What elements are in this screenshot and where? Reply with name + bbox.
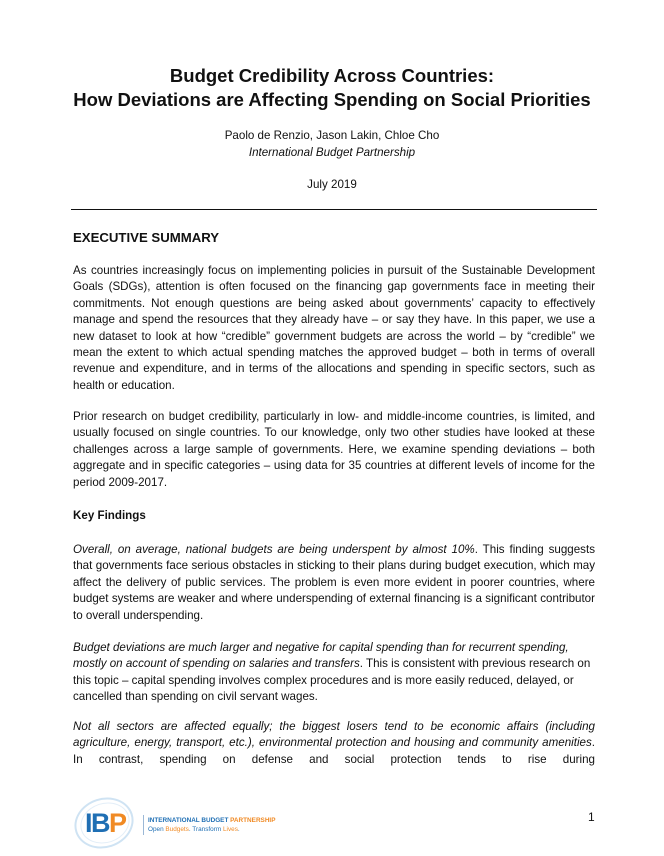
executive-summary-heading: EXECUTIVE SUMMARY [73,230,220,245]
logo-organization-name: INTERNATIONAL BUDGET PARTNERSHIP [148,817,276,824]
affiliation: International Budget Partnership [248,146,416,159]
horizontal-divider [71,209,597,210]
finding-paragraph-3 [73,719,595,768]
summary-paragraph-1: As countries increasingly focus on implementing policies in pursuit of the Sustainable Development Goals (SDGs), attention is often focused on the financing gap governments face in meeting their commitments. Not enough questions are being asked about governments’ capacity to effectively manage and spend the resources that they already have – or say they have. In this paper, we use a new dataset to look at how “credible” government budgets are across the world – by “credible” we mean the extent to which actual spending matches the approved budget – both in terms of overall revenue and expenditure, and in terms of the allocations and spending in specific sectors, such as health or education. [73,264,595,392]
finding-1-emphasis: Overall, on average, national budgets are being underspent by almost 10% [73,543,475,556]
key-findings-heading: Key Findings [73,509,146,522]
document-title-line2: How Deviations are Affecting Spending on Social Priorities [73,89,591,110]
publication-date: July 2019 [307,178,357,191]
document-title-line1: Budget Credibility Across Countries: [169,65,495,86]
finding-2-emphasis: Budget deviations are much larger and negative for capital spending than for recurrent spending, mostly on account of spending on salaries and transfers [73,641,569,671]
finding-3-emphasis: Not all sectors are affected equally; the biggest losers tend to be economic affairs (including agriculture, energy, transport, etc.), environmental protection and housing and community amenities [73,720,595,750]
logo-divider [143,815,144,835]
ibp-logo [70,795,290,850]
finding-2-text: . This is consistent with previous research on this topic – capital spending involves complex procedures and is more easily reduced, delayed, or cancelled than spending on civil servant wages. [73,657,591,704]
summary-paragraph-2: Prior research on budget credibility, particularly in low- and middle-income countries, is limited, and usually focused on single countries. To our knowledge, only two other studies have looked at these challenges across a large sample of governments. Here, we examine spending deviations – both aggregate and in specific categories – using data for 35 countries at different levels of income for the period 2009-2017. [73,410,595,489]
finding-paragraph-1 [73,542,595,624]
authors: Paolo de Renzio, Jason Lakin, Chloe Cho [224,129,440,142]
finding-3-text: . In contrast, spending on defense and social protection tends to rise during [73,736,595,766]
logo-mark: IBP [85,808,126,838]
finding-1-text: . This finding suggests that governments face serious obstacles in sticking to their plans during budget execution, which may affect the delivery of public services. The problem is even more evident in poorer countries, where budget systems are weaker and where underspending of external financing is a significant contributor to overall underspending. [73,543,595,622]
page-number: 1 [588,810,595,824]
finding-paragraph-2 [73,640,595,706]
logo-tagline: Open Budgets. Transform Lives. [148,826,240,833]
